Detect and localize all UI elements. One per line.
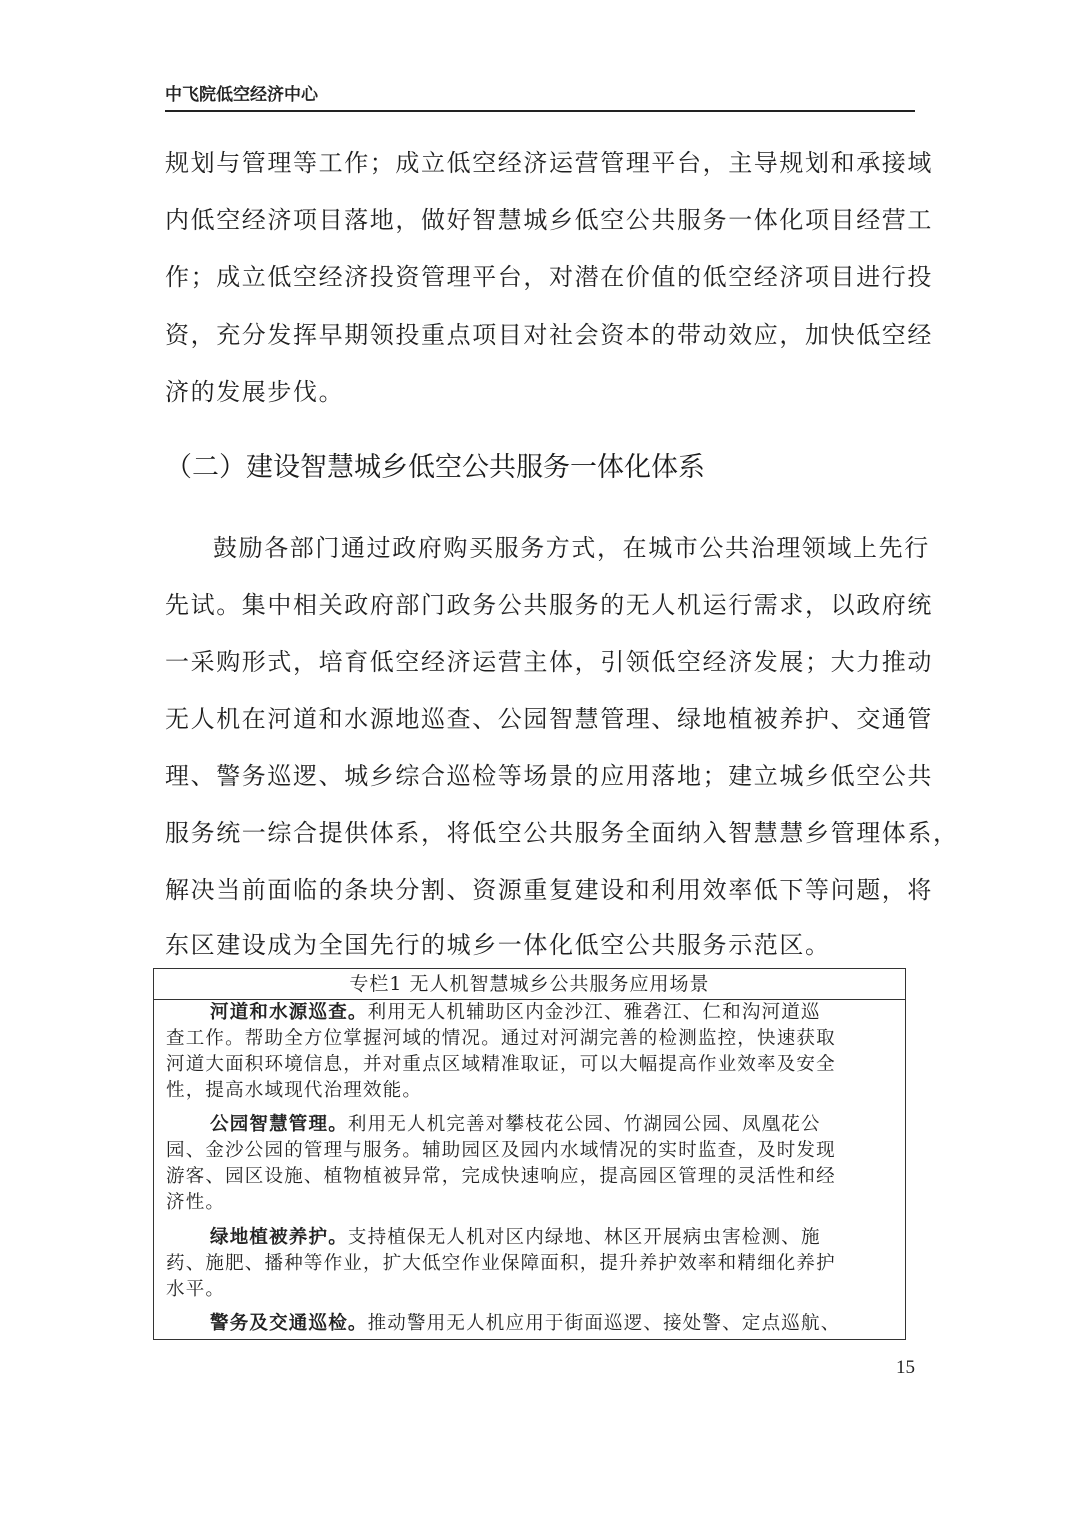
column-item-text: 推动警用无人机应用于街面巡逻、接处警、定点巡航、 — [367, 1313, 841, 1334]
paragraph-line: 规划与管理等工作；成立低空经济运营管理平台，主导规划和承接域 — [165, 149, 933, 177]
column-item-line: 药、施肥、播种等作业，扩大低空作业保障面积，提升养护效率和精细化养护 — [166, 1253, 836, 1274]
column-item-line: 游客、园区设施、植物植被异常，完成快速响应，提高园区管理的灵活性和经 — [166, 1166, 836, 1187]
column-item-line: 园、金沙公园的管理与服务。辅助园区及园内水域情况的实时监查，及时发现 — [166, 1140, 836, 1161]
column-item-text: 利用无人机辅助区内金沙江、雅砻江、仁和沟河道巡 — [367, 1002, 821, 1023]
column-item-term: 警务及交通巡检。 — [210, 1313, 368, 1334]
column-item-text: 支持植保无人机对区内绿地、林区开展病虫害检测、施 — [347, 1227, 821, 1248]
paragraph-line: 东区建设成为全国先行的城乡一体化低空公共服务示范区。 — [165, 931, 831, 959]
column-item-first-line — [210, 1311, 840, 1337]
column-item-line: 性，提高水域现代治理效能。 — [166, 1080, 423, 1101]
paragraph-line: 解决当前面临的条块分割、资源重复建设和利用效率低下等问题，将 — [165, 876, 933, 904]
page-number: 15 — [896, 1357, 915, 1378]
column-box-title: 专栏1 无人机智慧城乡公共服务应用场景 — [154, 969, 905, 1000]
column-item-line: 济性。 — [166, 1192, 226, 1213]
column-item-term: 公园智慧管理。 — [210, 1114, 348, 1135]
page-header — [165, 76, 915, 112]
header-title: 中飞院低空经济中心 — [165, 85, 318, 105]
column-item-text: 利用无人机完善对攀枝花公园、竹湖园公园、凤凰花公 — [347, 1114, 821, 1135]
paragraph-line: 先试。集中相关政府部门政务公共服务的无人机运行需求，以政府统 — [165, 591, 933, 619]
column-item-line: 河道大面积环境信息，并对重点区域精准取证，可以大幅提高作业效率及安全 — [166, 1054, 836, 1075]
column-item-term: 绿地植被养护。 — [210, 1227, 348, 1248]
column-item-first-line — [210, 1000, 821, 1026]
paragraph-line: 一采购形式，培育低空经济运营主体，引领低空经济发展；大力推动 — [165, 648, 933, 676]
paragraph-line: 服务统一综合提供体系，将低空公共服务全面纳入智慧慧乡管理体系， — [165, 819, 959, 847]
paragraph-line: 无人机在河道和水源地巡查、公园智慧管理、绿地植被养护、交通管 — [165, 705, 933, 733]
paragraph-line: 内低空经济项目落地，做好智慧城乡低空公共服务一体化项目经营工 — [165, 206, 933, 234]
paragraph-line: 资，充分发挥早期领投重点项目对社会资本的带动效应，加快低空经 — [165, 321, 933, 349]
column-box — [153, 968, 906, 1340]
column-item-line: 查工作。帮助全方位掌握河域的情况。通过对河湖完善的检测监控，快速获取 — [166, 1028, 836, 1049]
column-item-first-line — [210, 1112, 821, 1138]
paragraph-line: 鼓励各部门通过政府购买服务方式，在城市公共治理领域上先行 — [213, 534, 930, 562]
section-heading: （二）建设智慧城乡低空公共服务一体化体系 — [165, 452, 705, 483]
paragraph-line: 理、警务巡逻、城乡综合巡检等场景的应用落地；建立城乡低空公共 — [165, 762, 933, 790]
column-item-term: 河道和水源巡查。 — [210, 1002, 368, 1023]
column-item-line: 水平。 — [166, 1279, 226, 1300]
paragraph-line: 济的发展步伐。 — [165, 378, 345, 406]
paragraph-line: 作；成立低空经济投资管理平台，对潜在价值的低空经济项目进行投 — [165, 263, 933, 291]
column-item-first-line — [210, 1225, 821, 1251]
